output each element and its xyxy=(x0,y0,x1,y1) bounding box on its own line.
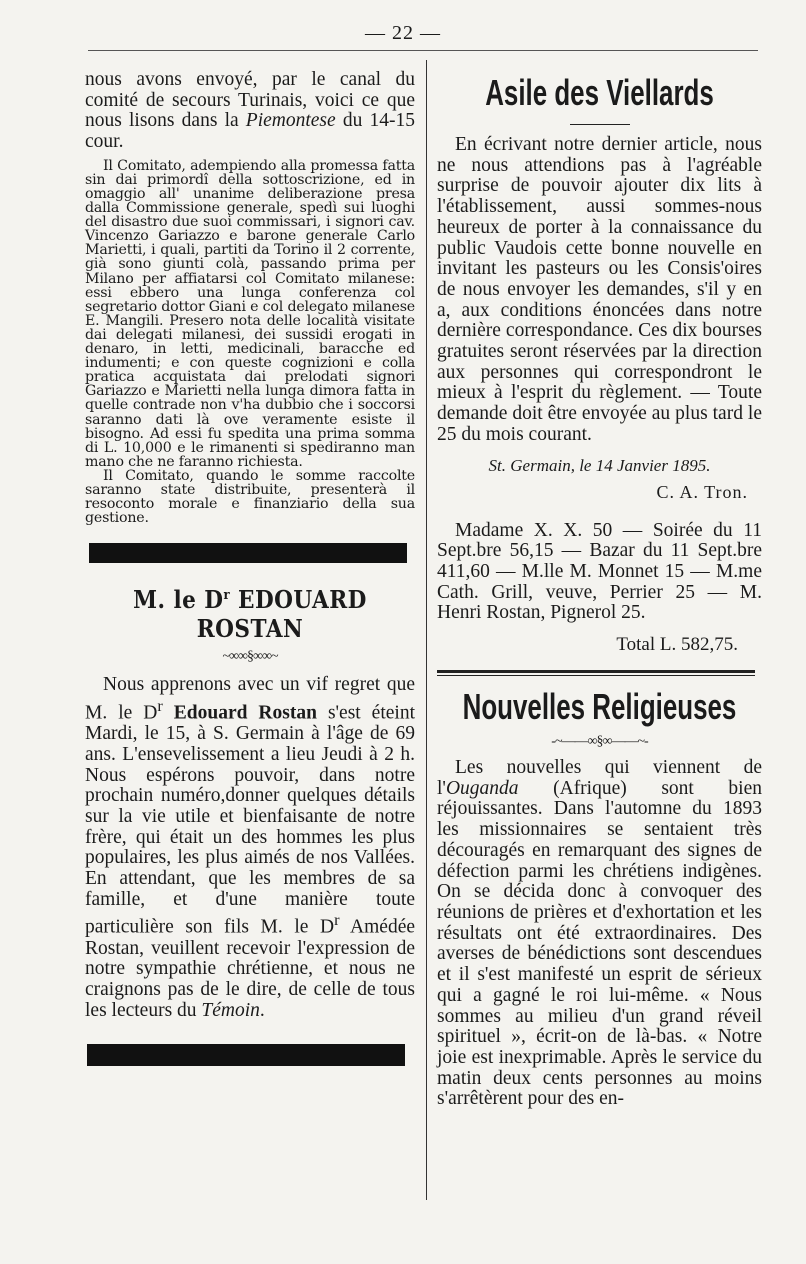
rostan-paragraph: Nous apprenons avec un vif regret que M. le $D^r$ Edouard Rostan s'est éteint Mardi, le 15, à S. Germain à l'âge de 69 ans. L'ensevelissement a lieu Jeudi à 2 h. Nous espérons pouvoir, dans notre prochain numéro,donner quelques détails sur la vie utile et bienfaisante de notre frère, qui était un des hommes les plus populaires, les plus aimés de nos Vallées. En attendant, que les membres de sa famille, et d'une manière toute particulière son fils M. le $D^r$ Amédée Rostan, veuillent recevoir l'expression de notre sympathie chrétienne, et nous ne craignons pas de le dire, de celle de tous les lecteurs du Témoin. xyxy=(85,674,416,1021)
ouganda-word: Ouganda xyxy=(445,777,519,799)
column-divider xyxy=(426,60,427,1200)
signature-name: C. A. Tron. xyxy=(656,481,748,502)
right-column xyxy=(437,70,762,1110)
asile-heading: Asile des Viellards xyxy=(485,72,714,113)
intro-paragraph xyxy=(85,70,415,153)
black-separator xyxy=(89,543,407,563)
signature-place-date: St. Germain, le 14 Janvier 1895. xyxy=(488,455,711,475)
asile-paragraph: En écrivant notre dernier article, nous ne nous attendions pas à l'agréable surprise de pouvoir ajouter dix lits à l'établissement, aussi sommes-nous heureux de porter à la connaissance du public Vaudois cette bonne nouvelle en invitant les pasteurs ou les Consis'oires de nous envoyer les demandes, s'il y en a, aux conditions énoncées dans notre dernière correspondance. Ces dix bourses gratuites seront réservées par la direction aux personnes qui correspondront le mieux à l'esprit du règlement. — Toute demande doit être envoyée au plus tard le 25 du mois courant. xyxy=(437,134,762,445)
italian-quote-2: Il Comitato, quando le somme raccolte saranno state distribuite, presenterà il resoconto morale e finanziario della sua gestione. xyxy=(85,467,415,527)
left-column xyxy=(85,70,415,1066)
black-separator-bottom xyxy=(87,1044,405,1066)
rostan-name: Edouard Rostan xyxy=(162,702,317,724)
double-rule xyxy=(437,670,755,676)
intro-text: nous avons envoyé, par le canal du comité de secours Turinais, voici ce que nous lisons dans la xyxy=(85,69,415,132)
italian-quote-1: Il Comitato, adempiendo alla promessa fatta sin dai primordî della sottoscrizione, ed in omaggio all' unanime deliberazione presa dalla Commissione generale, spedì sui luoghi del disastro due suoi commissari, i signori cav. Vincenzo Gariazzo e barone generale Carlo Marietti, i quali, partiti da Torino il 2 corrente, già sono giunti colà, passando prima per Milano per affiatarsi col Comitato milanese: essi ebbero una lunga conferenza col segretario dottor Giani e col delegato milanese E. Mangili. Presero nota delle località visitate dai delegati milanesi, dei sussidi erogati in denaro, in letti, medicinali, baracche ed indumenti; e con queste cognizioni e colla pratica acquistata dai prelodati signori Gariazzo e Marietti nella lunga dimora fatta in quelle contrade non v'ha dubbio che i soccorsi saranno dati là ove veramente esiste il bisogno. Ad essi fu spedita una prima somma di L. 10,000 e le rimanenti si spediranno man mano che ne faranno richiesta. xyxy=(85,157,415,470)
ornament: ~∞∞§∞∞~ xyxy=(222,649,278,665)
gifts-total: Total L. 582,75. xyxy=(616,634,738,656)
intro-end: du 14-15 cour. xyxy=(85,110,415,153)
nouvelles-heading: Nouvelles Religieuses xyxy=(462,686,737,728)
nouvelles-paragraph: Les nouvelles qui viennent de l'Ouganda (Afrique) sont bien réjouissantes. Dans l'automne du 1893 les missionnaires se sentaient très découragés en remarquant des signes de défection parmi les chrétiens indigènes. On se décida donc à convoquer des réunions de prières et d'exhortation et les résultats ont été extraordinaires. Des averses de bénédictions sont descendues et il s'est manifesté un esprit de sérieux qui a gagné le roi lui-même. « Nous sommes au milieu d'un grand réveil spirituel », écrit-on de là-bas. « Notre joie est inexprimable. Après le service du matin deux cents personnes au moins s'arrêtèrent pour des en- xyxy=(437,757,762,1110)
newspaper-name: Piemontese xyxy=(245,110,336,132)
page-number: — 22 — xyxy=(365,22,441,44)
header-rule xyxy=(88,50,758,51)
short-rule xyxy=(570,124,630,125)
rostan-heading: M. le $D^r$ EDOUARD ROSTAN xyxy=(133,585,367,644)
gifts-list: Madame X. X. 50 — Soirée du 11 Sept.bre 56,15 — Bazar du 11 Sept.bre 411,60 — M.lle M. Monnet 15 — M.me Cath. Grill, veuve, Perrier 25 — M. Henri Rostan, Pignerol 25. xyxy=(437,519,762,624)
temoin-title: Témoin xyxy=(201,999,260,1021)
ornament-2: -~——∞§∞——~- xyxy=(551,734,648,750)
